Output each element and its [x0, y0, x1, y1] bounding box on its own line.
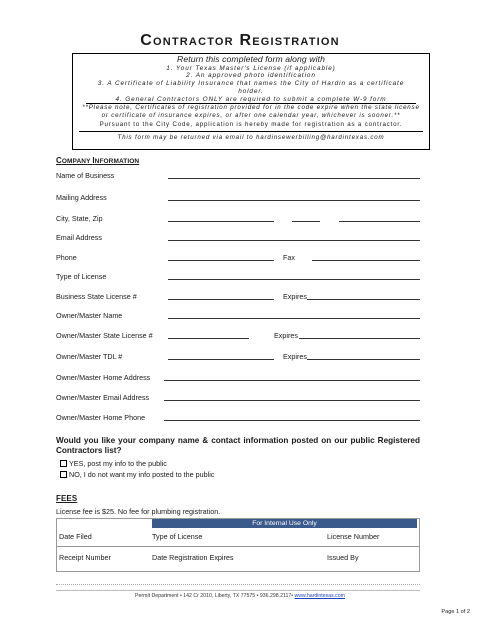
- instruction-item-1: 1. Your Texas Master's License (if applicable): [166, 64, 336, 72]
- page-number: Page 1 of 2: [441, 609, 470, 615]
- name-of-business-label: Name of Business: [56, 171, 115, 180]
- instruction-item-2: 2. An approved photo identification: [186, 72, 316, 80]
- date-filed-label: Date Filed: [59, 532, 92, 541]
- fax-label: Fax: [283, 253, 295, 262]
- footer-address: Permit Department • 142 Cr 2010, Liberty, TX 77575 • 936.298.2117•: [135, 593, 295, 599]
- instruction-item-4: 4. General Contractors ONLY are required to submit a complete W-9 form: [86, 96, 416, 105]
- email-return-text: This form may be returned via email to hardinsewerbilling@hardintexas.com: [117, 133, 385, 141]
- city-field[interactable]: [168, 221, 274, 222]
- heading-part: OMPANY: [61, 158, 93, 165]
- type-of-license-field[interactable]: [168, 279, 420, 280]
- issued-by-label: Issued By: [327, 553, 359, 562]
- title-text: Contractor Registration: [140, 32, 340, 49]
- business-state-license-label: Business State License #: [56, 292, 137, 301]
- type-of-license-label: Type of License: [56, 272, 107, 281]
- yes-checkbox[interactable]: [60, 460, 67, 467]
- business-state-license-field[interactable]: [168, 299, 274, 300]
- fees-text: License fee is $25. No fee for plumbing registration.: [56, 507, 221, 516]
- heading-letter: I: [92, 156, 95, 165]
- owner-master-name-field[interactable]: [168, 318, 420, 319]
- business-license-expires-field[interactable]: [307, 299, 420, 300]
- company-information-heading: [56, 156, 139, 165]
- mailing-address-field[interactable]: [168, 200, 420, 201]
- heading-letter: C: [56, 156, 62, 165]
- date-registration-expires-label: Date Registration Expires: [152, 553, 234, 562]
- pursuant-text: Pursuant to the City Code, application is hereby made for registration as a contractor.: [99, 120, 403, 128]
- email-address-field[interactable]: [168, 240, 420, 241]
- business-license-expires-label: Expires: [283, 292, 307, 301]
- state-field[interactable]: [292, 221, 320, 222]
- expiration-note: **Please note, Certificates of registration provided for in the code expire when the state license or certificate of insurance expires, or after one calendar year, whichever is sooner.**: [82, 104, 420, 119]
- internal-use-table: [56, 518, 420, 572]
- city-state-zip-label: City, State, Zip: [56, 214, 103, 223]
- box-divider: [79, 131, 423, 132]
- table-divider: [57, 546, 419, 547]
- fax-field[interactable]: [312, 260, 420, 261]
- website-link[interactable]: www.hardintexas.com: [294, 593, 345, 599]
- heading-part: NFORMATION: [94, 158, 140, 165]
- footer-rule: [56, 590, 420, 591]
- owner-master-email-address-label: Owner/Master Email Address: [56, 393, 150, 402]
- owner-master-home-phone-field[interactable]: [164, 420, 420, 421]
- fees-heading: FEES: [56, 494, 78, 503]
- phone-field[interactable]: [168, 260, 274, 261]
- footer: [0, 593, 480, 599]
- public-list-question: Would you like your company name & contact information posted on our public Registered Contractors list?: [56, 436, 420, 455]
- owner-master-tdl-label: Owner/Master TDL #: [56, 352, 123, 361]
- owner-license-expires-field[interactable]: [299, 338, 420, 339]
- no-checkbox[interactable]: [60, 471, 67, 478]
- owner-master-state-license-label: Owner/Master State License #: [56, 331, 153, 340]
- owner-master-tdl-field[interactable]: [168, 359, 274, 360]
- email-address-label: Email Address: [56, 233, 102, 242]
- instructions-header: Return this completed form along with: [177, 54, 325, 64]
- phone-label: Phone: [56, 253, 77, 262]
- page-title: [0, 32, 480, 50]
- type-of-license-cell: Type of License: [152, 532, 203, 541]
- option-yes[interactable]: [60, 459, 167, 468]
- license-number-label: License Number: [327, 532, 380, 541]
- owner-master-name-label: Owner/Master Name: [56, 311, 123, 320]
- owner-master-email-address-field[interactable]: [164, 400, 420, 401]
- name-of-business-field[interactable]: [168, 178, 420, 179]
- instruction-item-3: 3. A Certificate of Liability Insurance that names the City of Hardin as a certificate holder.: [97, 80, 405, 95]
- tdl-expires-label: Expires: [283, 352, 307, 361]
- internal-use-header: For Internal Use Only: [152, 519, 417, 528]
- option-yes-label: YES, post my info to the public: [69, 459, 167, 468]
- tdl-expires-field[interactable]: [307, 359, 420, 360]
- receipt-number-label: Receipt Number: [59, 553, 111, 562]
- owner-master-home-address-label: Owner/Master Home Address: [56, 373, 151, 382]
- option-no-label: NO, I do not want my info posted to the public: [69, 470, 215, 479]
- owner-license-expires-label: Expires: [274, 331, 298, 340]
- option-no[interactable]: [60, 470, 214, 479]
- zip-field[interactable]: [339, 221, 420, 222]
- footer-dotted-rule: [56, 584, 420, 585]
- owner-master-home-address-field[interactable]: [164, 380, 420, 381]
- owner-master-state-license-field[interactable]: [168, 338, 249, 339]
- mailing-address-label: Mailing Address: [56, 193, 107, 202]
- owner-master-home-phone-label: Owner/Master Home Phone: [56, 413, 146, 422]
- instructions-box: [72, 53, 430, 150]
